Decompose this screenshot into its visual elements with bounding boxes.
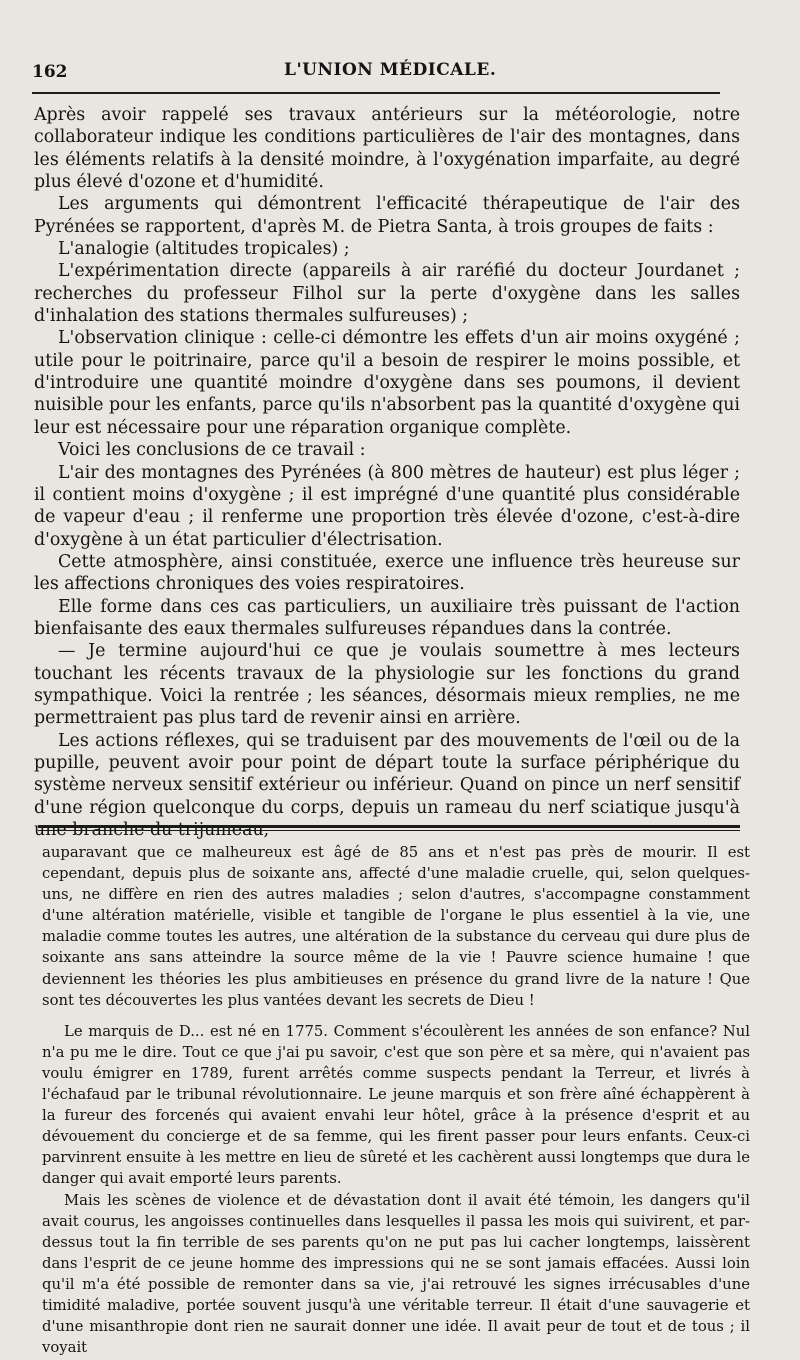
main-paragraph: — Je termine aujourd'hui ce que je voulais soumettre à mes lecteurs touchant les récents travaux de la physiologie sur les fonctions du grand sympathique. Voici la rentrée ; les séances, désormais mieux remplies, ne me permettraient pas plus tard de revenir ainsi en arrière. [34, 641, 740, 729]
page-header [32, 58, 720, 88]
page-number: 162 [32, 62, 68, 82]
feuilleton-paragraph: Mais les scènes de violence et de dévastation dont il avait été témoin, les dangers qu'il avait courus, les angoisses continuelles dans lesquelles il passa les mois qui suivirent, et par-dessus tout la fin terrible de ses parents qu'on ne put pas lui cacher longtemps, laissèrent dans l'esprit de ce jeune homme des impressions qui ne se sont jamais effacées. Aussi loin qu'il m'a été possible de remonter dans sa vie, j'ai retrouvé les signes irrécusables d'une timidité maladive, portée souvent jusqu'à une véritable terreur. Il était d'une sauvagerie et d'une misanthropie dont rien ne saurait donner une idée. Il avait peur de tout et de tous ; il voyait [42, 1191, 750, 1357]
main-paragraph: Elle forme dans ces cas particuliers, un auxiliaire très puissant de l'action bienfaisante des eaux thermales sulfureuses répandues dans la contrée. [34, 596, 740, 639]
feuilleton-divider [38, 825, 740, 831]
main-paragraph: L'expérimentation directe (appareils à air raréfié du docteur Jourdanet ; recherches du professeur Filhol sur la perte d'oxygène dans les salles d'inhalation des stations thermales sulfureuses) ; [34, 261, 740, 327]
main-paragraph: Les actions réflexes, qui se traduisent par des mouvements de l'œil ou de la pupille, peuvent avoir pour point de départ toute la surface périphérique du système nerveux sensitif extérieur ou inférieur. Quand on pince un nerf sensitif d'une région quelconque du corps, depuis un rameau du nerf sciatique jusqu'à une branche du trijumeau, [34, 730, 740, 840]
main-article [34, 104, 740, 841]
feuilleton-paragraph: auparavant que ce malheureux est âgé de 85 ans et n'est pas près de mourir. Il est cependant, depuis plus de soixante ans, affecté d'une maladie cruelle, qui, selon quelques-uns, ne diffère en rien des autres maladies ; selon d'autres, s'accompagne constamment d'une altération matérielle, visible et tangible de l'organe le plus essentiel à la vie, une maladie comme toutes les autres, une altération de la substance du cerveau qui dure plus de soixante ans sans atteindre la source même de la vie ! Pauvre science humaine ! que deviennent les théories les plus ambitieuses en présence du grand livre de la nature ! Que sont tes découvertes les plus vantées devant les secrets de Dieu ! [42, 844, 750, 1009]
running-title: L'UNION MÉDICALE. [284, 60, 497, 80]
feuilleton-paragraph: Le marquis de D... est né en 1775. Comment s'écoulèrent les années de son enfance? Nul n'a pu me le dire. Tout ce que j'ai pu savoir, c'est que son père et sa mère, qui n'avaient pas voulu émigrer en 1789, furent arrêtés comme suspects pendant la Terreur, et livrés à l'échafaud par le tribunal révolutionnaire. Le jeune marquis et son frère aîné échappèrent à la fureur des forcenés qui avaient envahi leur hôtel, grâce à la présence d'esprit et au dévouement du concierge et de sa femme, qui les firent passer pour leurs enfants. Ceux-ci parvinrent ensuite à les mettre en lieu de sûreté et les cachèrent aussi longtemps que dura le danger qui avait emporté leurs parents. [42, 1022, 750, 1188]
main-paragraph: L'observation clinique : celle-ci démontre les effets d'un air moins oxygéné ; utile pour le poitrinaire, parce qu'il a besoin de respirer le moins possible, et d'introduire une quantité moindre d'oxygène dans ses poumons, il devient nuisible pour les enfants, parce qu'ils n'absorbent pas la quantité d'oxygène qui leur est nécessaire pour une réparation organique complète. [34, 328, 740, 438]
main-paragraph: Les arguments qui démontrent l'efficacité thérapeutique de l'air des Pyrénées se rapportent, d'après M. de Pietra Santa, à trois groupes de faits : [34, 194, 740, 237]
main-paragraph: L'analogie (altitudes tropicales) ; [58, 239, 350, 260]
main-paragraph: Voici les conclusions de ce travail : [58, 440, 366, 461]
main-paragraph: Cette atmosphère, ainsi constituée, exerce une influence très heureuse sur les affections chroniques des voies respiratoires. [34, 551, 740, 595]
header-rule [32, 92, 720, 94]
main-paragraph: L'air des montagnes des Pyrénées (à 800 mètres de hauteur) est plus léger ; il contient moins d'oxygène ; il est imprégné d'une quantité plus considérable de vapeur d'eau ; il renferme une proportion très élevée d'ozone, c'est-à-dire d'oxygène à un état particulier d'électrisation. [34, 462, 740, 550]
feuilleton-section [42, 842, 750, 1358]
main-paragraph: Après avoir rappelé ses travaux antérieurs sur la météorologie, notre collaborateur indique les conditions particulières de l'air des montagnes, dans les éléments relatifs à la densité moindre, à l'oxygénation imparfaite, au degré plus élevé d'ozone et d'humidité. [34, 105, 740, 193]
